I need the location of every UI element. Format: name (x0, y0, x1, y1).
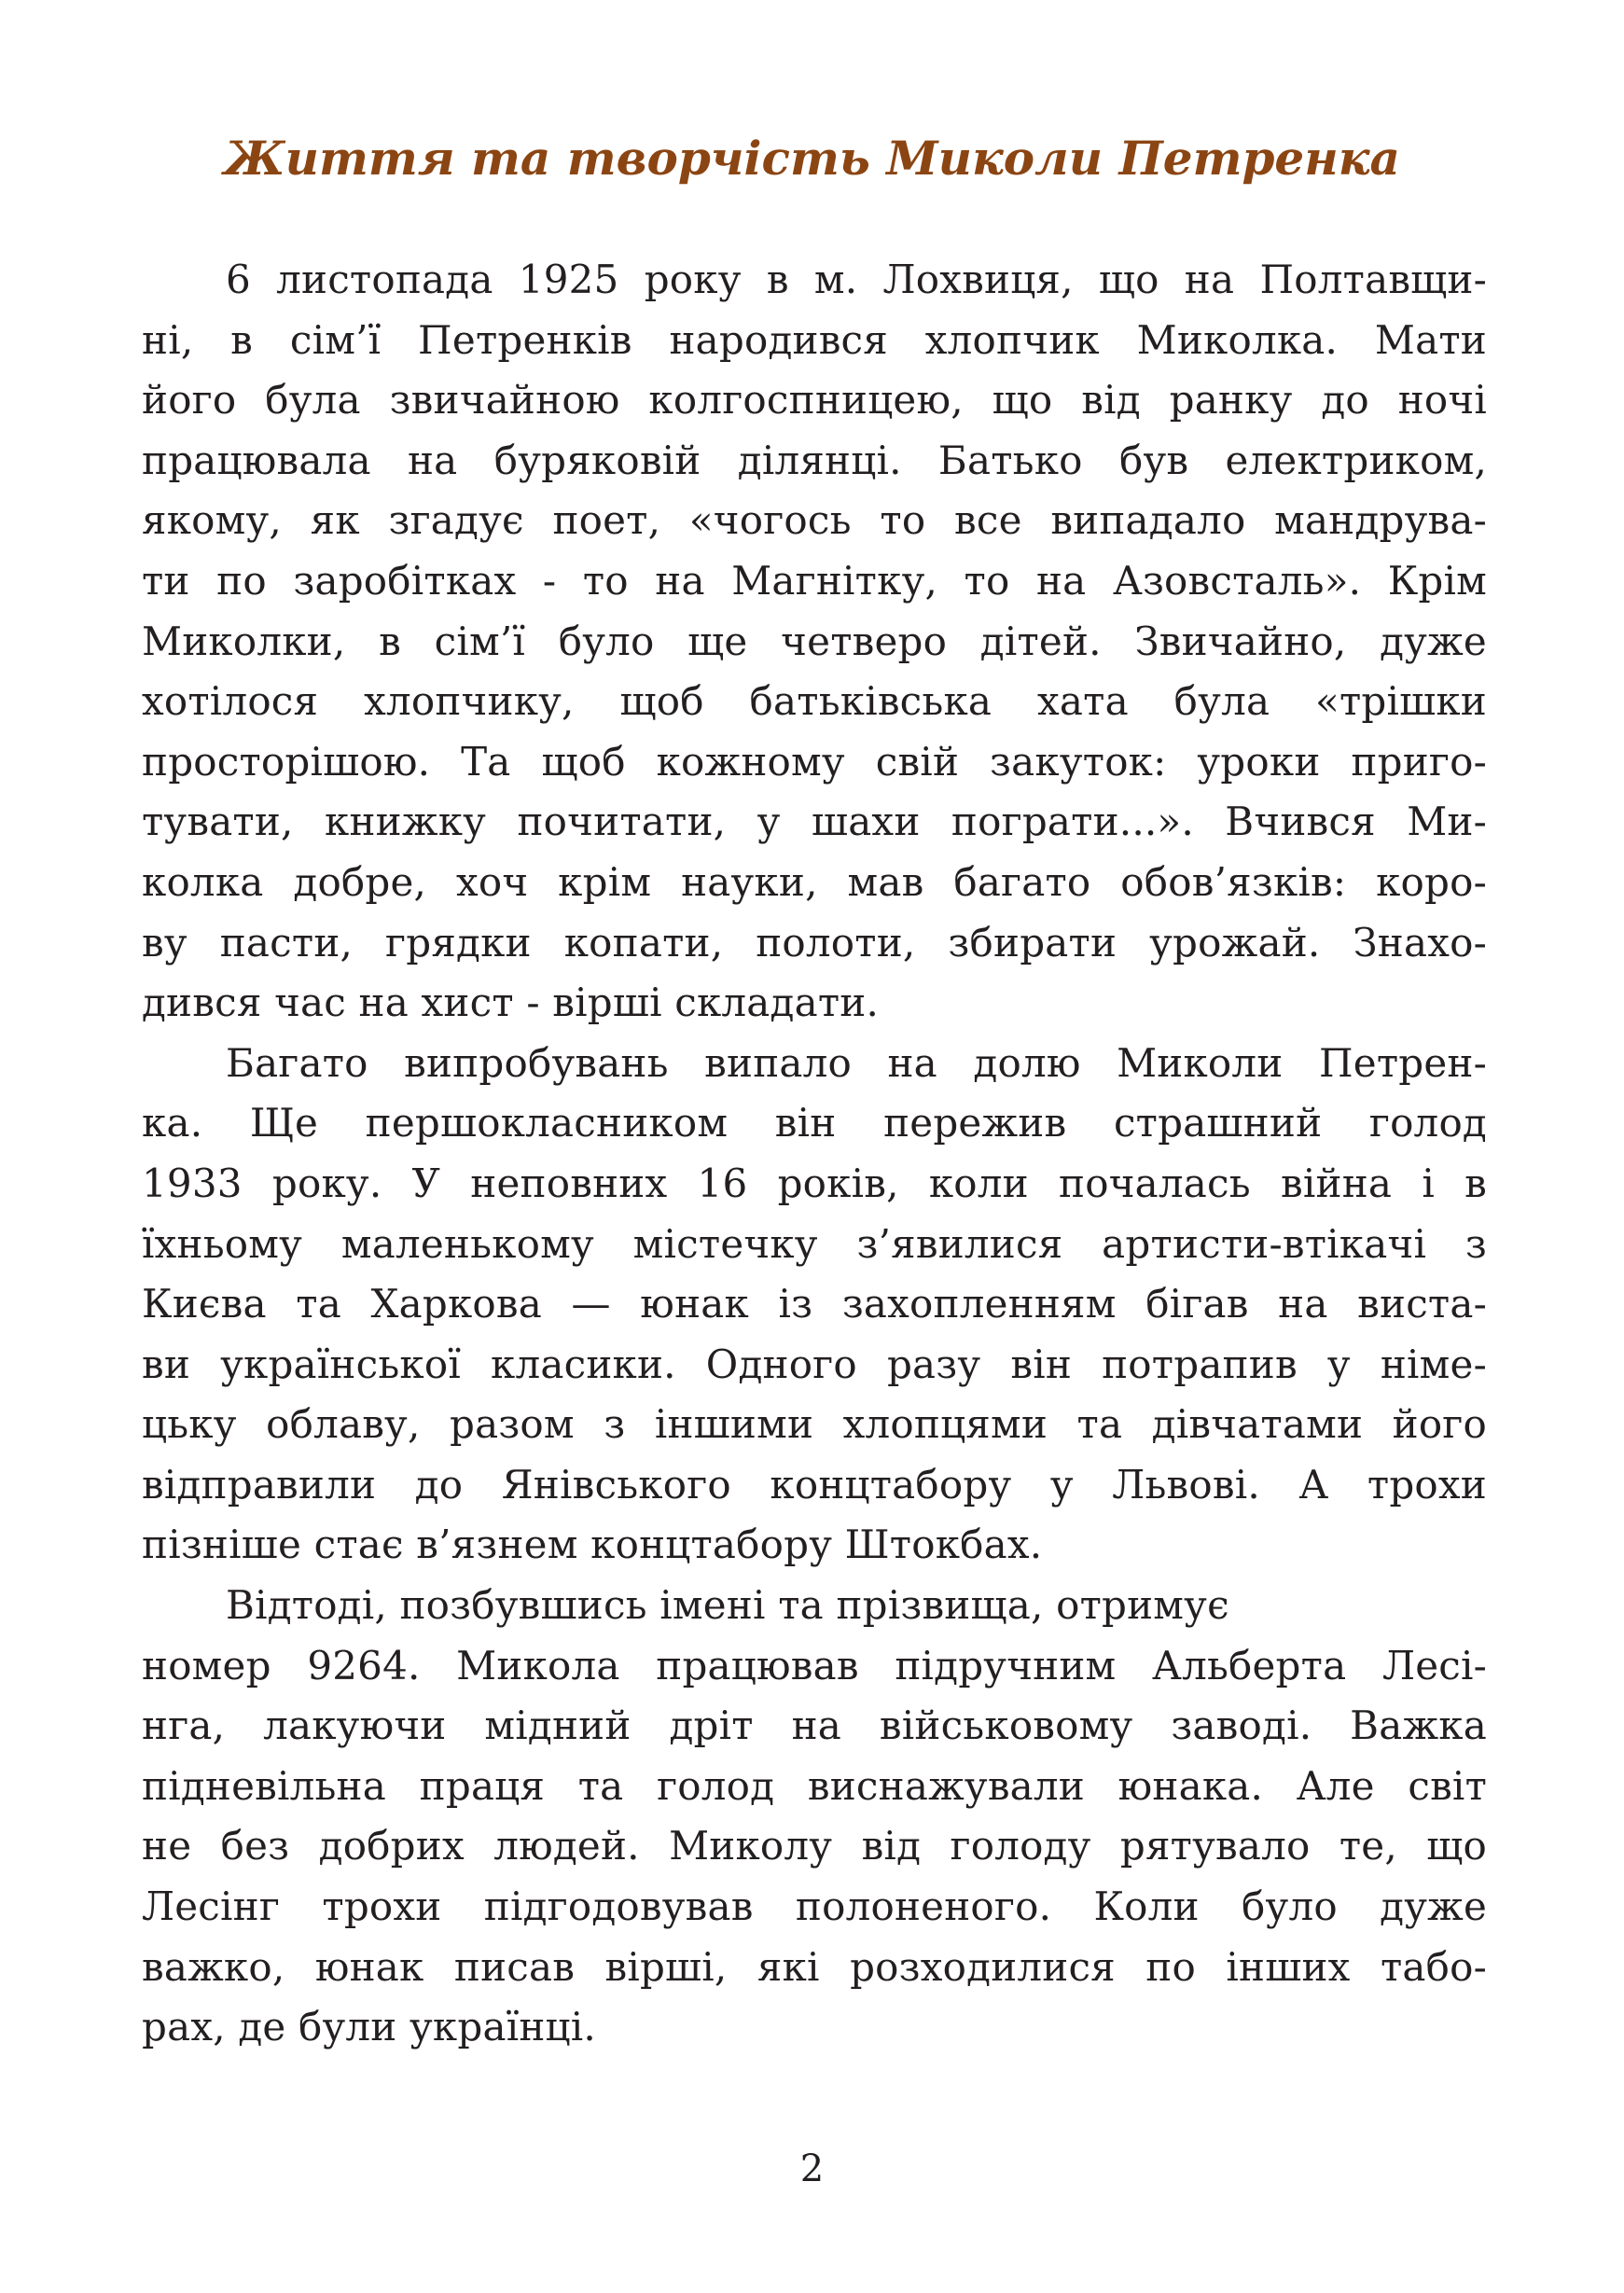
text-line: Багато випробувань випало на долю Миколи Петрен- (226, 1039, 1487, 1086)
text-line: ви української класики. Одного разу він потрапив у німе- (142, 1341, 1487, 1387)
text-line: рах, де були українці. (142, 2004, 596, 2050)
text-line: Відтоді, позбувшись імені та прізвища, отримує (226, 1582, 1229, 1629)
text-line: номер 9264. Микола працював підручним Альберта Лесі- (142, 1642, 1487, 1688)
text-line: Лесінг трохи підгодовував полоненого. Коли було дуже (142, 1883, 1487, 1930)
text-line: хотілося хлопчику, щоб батьківська хата була «трішки (142, 678, 1487, 725)
text-line: ка. Ще першокласником він пережив страшний голод (142, 1100, 1487, 1146)
text-line: 6 листопада 1925 року в м. Лохвиця, що на Полтавщи- (226, 257, 1487, 302)
text-line: просторішою. Та щоб кожному свій закуток: уроки приго- (142, 738, 1487, 785)
page-number: 2 (799, 2147, 825, 2190)
text-line: його була звичайною колгоспницею, що від ранку до ночі (142, 377, 1487, 424)
paragraph-2 (142, 1034, 1487, 1576)
text-line: нга, лакуючи мідний дріт на військовому заводі. Важка (142, 1702, 1487, 1749)
text-line: тувати, книжку почитати, у шахи пограти...». Вчився Ми- (142, 799, 1487, 845)
text-line: ву пасти, грядки копати, полоти, збирати урожай. Знахо- (142, 919, 1487, 966)
text-line: Києва та Харкова — юнак із захопленням бігав на виста- (142, 1281, 1487, 1327)
text-line: пізніше стає в’язнем концтабору Штокбах. (142, 1522, 1043, 1568)
text-line: важко, юнак писав вірші, які розходилися по інших табо- (142, 1943, 1487, 1990)
text-line: 1933 року. У неповних 16 років, коли почалась війна і в (142, 1160, 1487, 1206)
text-line: дився час на хист - вірші складати. (142, 980, 880, 1026)
text-line: їхньому маленькому містечку з’явилися артисти-втікачі з (142, 1220, 1487, 1267)
text-line: колка добре, хоч крім науки, мав багато обов’язків: коро- (142, 858, 1487, 905)
paragraph-3 (142, 1576, 1487, 2058)
text-line: Миколки, в сім’ї було ще четверо дітей. Звичайно, дуже (142, 618, 1487, 664)
page-title: Життя та творчість Миколи Петренка (224, 131, 1400, 186)
text-line: відправили до Янівського концтабору у Львові. А трохи (142, 1461, 1487, 1508)
text-line: цьку облаву, разом з іншими хлопцями та дівчатами його (142, 1401, 1487, 1448)
text-line: якому, як згадує поет, «чогось то все випадало мандрува- (142, 497, 1487, 544)
text-line: підневільна праця та голод виснажували юнака. Але світ (142, 1762, 1487, 1809)
text-line: ні, в сім’ї Петренків народився хлопчик Миколка. Мати (142, 316, 1487, 363)
text-line: працювала на буряковій ділянці. Батько був електриком, (142, 437, 1487, 483)
body-text (142, 250, 1487, 2058)
paragraph-1 (142, 250, 1487, 1034)
text-line: ти по заробітках - то на Магнітку, то на Азовсталь». Крім (142, 557, 1487, 604)
text-line: не без добрих людей. Миколу від голоду рятувало те, що (142, 1823, 1487, 1869)
